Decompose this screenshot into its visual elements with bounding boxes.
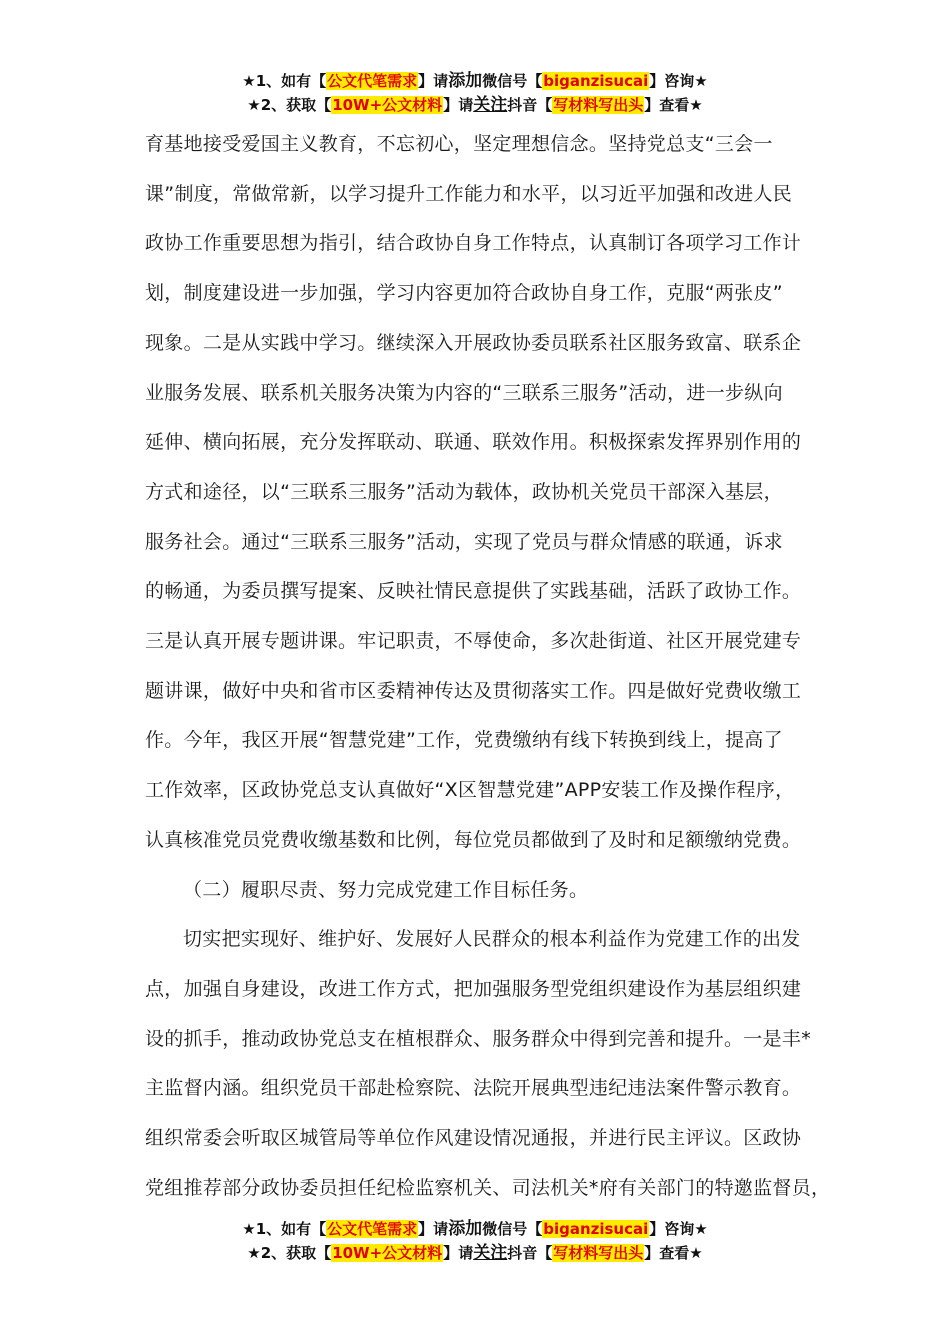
text-line: 延伸、横向拓展，充分发挥联动、联通、联效作用。积极探索发挥界别作用的 xyxy=(145,431,802,454)
promo-text: 】咨询★ xyxy=(649,72,708,90)
promo-text: 微信号【 xyxy=(482,72,543,90)
promo-emphasis: 添加 xyxy=(448,1219,483,1239)
douyin-account-highlight: 写材料写出头 xyxy=(553,96,644,114)
text-line: 服务社会。通过“三联系三服务”活动，实现了党员与群众情感的联通，诉求 xyxy=(145,530,783,553)
section-heading: （二）履职尽责、努力完成党建工作目标任务。 xyxy=(183,878,589,901)
text-line: 点，加强自身建设，改进工作方式，把加强服务型党组织建设作为基层组织建 xyxy=(145,977,802,1000)
promo-text: 】查看★ xyxy=(644,1244,703,1262)
promo-highlight: 10W+公文材料 xyxy=(332,1244,443,1262)
douyin-account-highlight: 写材料写出头 xyxy=(553,1244,644,1262)
text-line: 政协工作重要思想为指引，结合政协自身工作特点，认真制订各项学习工作计 xyxy=(145,232,802,255)
promo-line-1 xyxy=(0,1217,950,1241)
promo-line-1 xyxy=(0,69,950,93)
wechat-id-highlight: biganzisucai xyxy=(543,72,649,90)
promo-highlight: 公文代笔需求 xyxy=(327,1220,418,1238)
top-promo-banner xyxy=(0,69,950,117)
text-line: 方式和途径，以“三联系三服务”活动为载体，政协机关党员干部深入基层， xyxy=(145,480,783,503)
promo-emphasis: 添加 xyxy=(448,71,483,91)
promo-text: 】查看★ xyxy=(644,96,703,114)
text-line: 业服务发展、联系机关服务决策为内容的“三联系三服务”活动，进一步纵向 xyxy=(145,381,783,404)
promo-emphasis: 关注 xyxy=(473,1243,508,1263)
text-line: 课”制度，常做常新，以学习提升工作能力和水平，以习近平加强和改进人民 xyxy=(145,182,793,205)
promo-text: 】请 xyxy=(443,1244,474,1262)
paragraph-1 xyxy=(145,120,825,866)
text-line: 党组推荐部分政协委员担任纪检监察机关、司法机关*府有关部门的特邀监督员， xyxy=(145,1176,831,1199)
wechat-id-highlight: biganzisucai xyxy=(543,1220,649,1238)
promo-line-2 xyxy=(0,1241,950,1265)
text-line: 三是认真开展专题讲课。牢记职责，不辱使命，多次赴街道、社区开展党建专 xyxy=(145,630,802,653)
text-line: 认真核准党员党费收缴基数和比例，每位党员都做到了及时和足额缴纳党费。 xyxy=(145,828,802,851)
bottom-promo-banner xyxy=(0,1217,950,1265)
promo-text: 】请 xyxy=(418,1220,449,1238)
promo-text: 抖音【 xyxy=(507,96,553,114)
text-line: 工作效率，区政协党总支认真做好“X区智慧党建”APP安装工作及操作程序， xyxy=(145,779,795,802)
promo-text: 】请 xyxy=(418,72,449,90)
paragraph-2 xyxy=(145,915,831,1213)
promo-line-2 xyxy=(0,93,950,117)
promo-text: 】咨询★ xyxy=(649,1220,708,1238)
document-body xyxy=(145,120,831,1213)
text-line: 划，制度建设进一步加强，学习内容更加符合政协自身工作，克服“两张皮” xyxy=(145,282,783,305)
text-line: 题讲课，做好中央和省市区委精神传达及贯彻落实工作。四是做好党费收缴工 xyxy=(145,679,802,702)
promo-highlight: 公文代笔需求 xyxy=(327,72,418,90)
promo-text: ★2、获取【 xyxy=(247,96,332,114)
text-line: 切实把实现好、维护好、发展好人民群众的根本利益作为党建工作的出发 xyxy=(183,928,801,951)
promo-text: ★2、获取【 xyxy=(247,1244,332,1262)
text-line: 作。今年，我区开展“智慧党建”工作，党费缴纳有线下转换到线上，提高了 xyxy=(145,729,783,752)
text-line: 组织常委会听取区城管局等单位作风建设情况通报，并进行民主评议。区政协 xyxy=(145,1127,802,1150)
text-line: 育基地接受爱国主义教育，不忘初心，坚定理想信念。坚持党总支“三会一 xyxy=(145,133,773,155)
text-line: 现象。二是从实践中学习。继续深入开展政协委员联系社区服务致富、联系企 xyxy=(145,331,802,354)
text-line: 设的抓手，推动政协党总支在植根群众、服务群众中得到完善和提升。一是丰* xyxy=(145,1027,812,1050)
promo-text: ★1、如有【 xyxy=(242,1220,327,1238)
promo-text: 抖音【 xyxy=(507,1244,553,1262)
promo-text: 】请 xyxy=(443,96,474,114)
promo-highlight: 10W+公文材料 xyxy=(332,96,443,114)
promo-text: ★1、如有【 xyxy=(242,72,327,90)
text-line: 的畅通，为委员撰写提案、反映社情民意提供了实践基础，活跃了政协工作。 xyxy=(145,580,802,603)
promo-emphasis: 关注 xyxy=(473,95,508,115)
text-line: 主监督内涵。组织党员干部赴检察院、法院开展典型违纪违法案件警示教育。 xyxy=(145,1077,802,1100)
promo-text: 微信号【 xyxy=(482,1220,543,1238)
